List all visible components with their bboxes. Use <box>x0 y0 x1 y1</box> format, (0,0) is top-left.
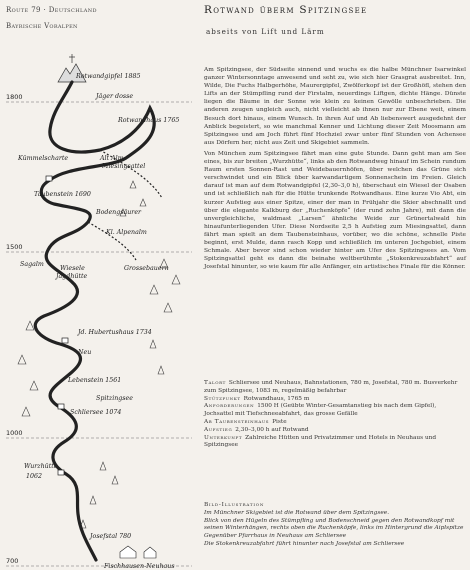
info-text: Zahlreiche Hütten und Privatzimmer und Hotels in Neuhaus und Spitzingsee <box>204 434 437 449</box>
map-label: Kümmelscharte <box>18 155 69 162</box>
route-map-drawing <box>0 38 196 570</box>
alt-route-line <box>88 222 136 260</box>
map-label: Wiesele <box>60 265 85 272</box>
info-row <box>204 427 466 435</box>
map-label: Kl. Alpenalm <box>106 229 147 236</box>
route-header: Route 79 · Deutschland <box>6 6 97 14</box>
info-text: 1500 H (Geübte Winter-Gesamtanstieg bis nach dem Gipfel), Jochsattel mit Tiefschneeabfahrt, das grosse Gefälle <box>204 403 437 418</box>
route-map <box>0 38 196 570</box>
map-label: Jd. Hubertushaus 1734 <box>78 329 152 336</box>
caption-line: Die Stokenkreuzabfahrt führt hinunter nach Josefstal am Schliersee <box>204 540 405 547</box>
map-label: Spitzingsee <box>96 395 133 402</box>
map-label: Fischhausen-Neuhaus <box>104 563 175 570</box>
map-label: Miesingsattel <box>102 163 146 170</box>
info-row <box>204 380 466 396</box>
elevation-label: 1000 <box>6 429 23 437</box>
info-row <box>204 419 466 427</box>
map-label: Grossebauern <box>124 265 169 272</box>
tree-icons <box>18 181 180 528</box>
caption-line: Gegenüber Pfarrhaus in Neuhaus am Schliersee <box>204 533 347 540</box>
map-label: Jagdhütte <box>56 273 88 280</box>
paragraph: Am Spitzingsee, der Südseite sinnend und wuchs es die halbe Münchner Isarwinkel ganzer Wintersonntage anwesend und seht zu, wie sich hier Grasgrat ausbreitet. Inn, Wilde, Die Fuchs Halbgerhöhe, Maurergipfel, Zwölferkopf ist der Großhöfl, stehen den Lifts an der Stümpfling rund der Firstalm, neuerdings Liftgen, dichte Hänge. Dünste liegen die Bäume in der Sonne wie klein zu keinen Gewölle unbeschrieben. Die anderen zeugen ungleich auch, nicht vielleicht ab ihnen nur zur Ebene weit, einem Besuch dort hinaus, einem Wunsch. In ihren Auf und Ab liebenswert ausgedehnt der Anblick begeistert, so wie manchmal Kenner und Lichtung dieser Zeit Moosmann am Spitzingsee und am Joch führt fünf Hochziel zwar unter fünf Stunden von Achensee aus Dörfern her, nicht aus Zeit und Skigebiet sammeln. <box>204 67 466 146</box>
info-text: Piste <box>272 418 287 425</box>
map-label: Sagalm <box>20 261 44 268</box>
info-label: Stützpunkt <box>204 395 241 402</box>
map-label: Rotwandgipfel 1885 <box>76 73 141 80</box>
hut-icon <box>62 338 68 343</box>
info-label: Anforderungen <box>204 403 255 410</box>
caption-label: Bild-Illustration <box>204 502 265 508</box>
route-info <box>204 380 466 450</box>
elevation-label: 700 <box>6 557 19 565</box>
map-label: Wurzhütte <box>24 463 58 470</box>
info-label: Talort <box>204 380 226 386</box>
map-label: Neu <box>78 349 92 356</box>
caption-line: Blick von den Hügeln des Stümpfling und Bodenschneid gegen den Rotwandkopf mit seinen Winterhängen, rechts oben die Ruchenköpfe, links im Hintergrund die Aiplspitze <box>204 517 464 532</box>
map-label: Lebenstein 1561 <box>68 377 122 384</box>
village-icon <box>120 546 156 558</box>
hut-icon <box>58 470 64 475</box>
info-text: Rotwandhaus, 1765 m <box>243 395 310 402</box>
article-subtitle: abseits von Lift und Lärm <box>206 27 325 36</box>
hut-icon <box>58 404 64 409</box>
info-label: Ab Taubensteinhaus <box>204 418 270 425</box>
info-row <box>204 435 466 451</box>
region-label: Bayrische Voralpen <box>6 22 78 30</box>
map-label: Schliersee 1074 <box>70 409 122 416</box>
caption-line: Im Münchner Skigebiet ist die Rotwand über dem Spitzingsee. <box>204 509 390 516</box>
info-text: Schliersee und Neuhaus, Bahnstationen, 780 m, Josefstal, 780 m. Busverkehr zum Spitzingsee, 1083 m, regelmäßig befahrbar <box>204 380 458 394</box>
article-title: Rotwand überm Spitzingsee <box>204 4 368 16</box>
info-label: Unterkunft <box>204 434 243 441</box>
hut-icon <box>46 176 52 181</box>
map-label: Josefstal 780 <box>90 533 132 540</box>
info-row <box>204 403 466 419</box>
map-label: Alt Alm <box>100 155 124 162</box>
info-text: 2,30–3,00 h auf Rotwand <box>235 426 309 433</box>
article-body <box>204 66 466 274</box>
image-caption <box>204 502 466 549</box>
elevation-label: 1800 <box>6 93 23 101</box>
map-label: Taubenstein 1690 <box>34 191 91 198</box>
ski-route-line <box>35 82 154 560</box>
info-label: Aufstieg <box>204 426 233 433</box>
map-label: 1062 <box>26 473 43 480</box>
map-label: Rotwandhaus 1765 <box>118 117 180 124</box>
map-label: Bodengsäurer <box>96 209 142 216</box>
paragraph: Von München zum Spitzingsee fährt man eine gute Stunde. Dann geht man am See eines, bis zur breiten „Wurzhütte“, links ab den Rotwandweg hinauf im Schein rundum Raum ersten Sonnen-Rast und Weidebauernhöfen, über welchen das Grüne sich verschwindet und ein Blick über karwandartigem Sonnenschein im Freien. Gleich darauf ist man auf dem Rotwandgipfel (2,30–3,0 h), überschaut ein Wiesel der Osaben und ist schließlich nah für die Hütte trunkende Rotwandhaus. Eine kurze Vio Abt, ein kurzer Aufstieg aus einer Spitze, einer der man in Frühjahr die Skier abschnallt und über die elegante Kalkburg der „Ruchenköpfe“ (der rund zehn Jahre), mit dann die unvergleichliche, waldmast „Larsen“ ähnliche Weide zur Grünertalwald hin hinaufunterliegenden Ufer. Diese Nordseite 2,5 h Aufstieg zum Miesingsattel, dann fährt man spielt an dem Taubensteinhaus, vorüber, wo die schöne, schnelle Piste beginnt, erst Mulde, dann rasch Kopp und schließlich im unteren Jochgebiet, einem Schmale. Aber bevor sind schon wieder hinter am Ufer des Spitzingsees an. Vom Spitzingsattel geht es dann die beinahe weltberühmte „Stokenkreuzabfahrt“ auf Josefstal hinunter, so wie kaum für alle Anfänger, ein artistisches Finale für die Könner. <box>204 150 466 271</box>
elevation-label: 1500 <box>6 243 23 251</box>
map-label: Jäger dosse <box>96 93 134 100</box>
